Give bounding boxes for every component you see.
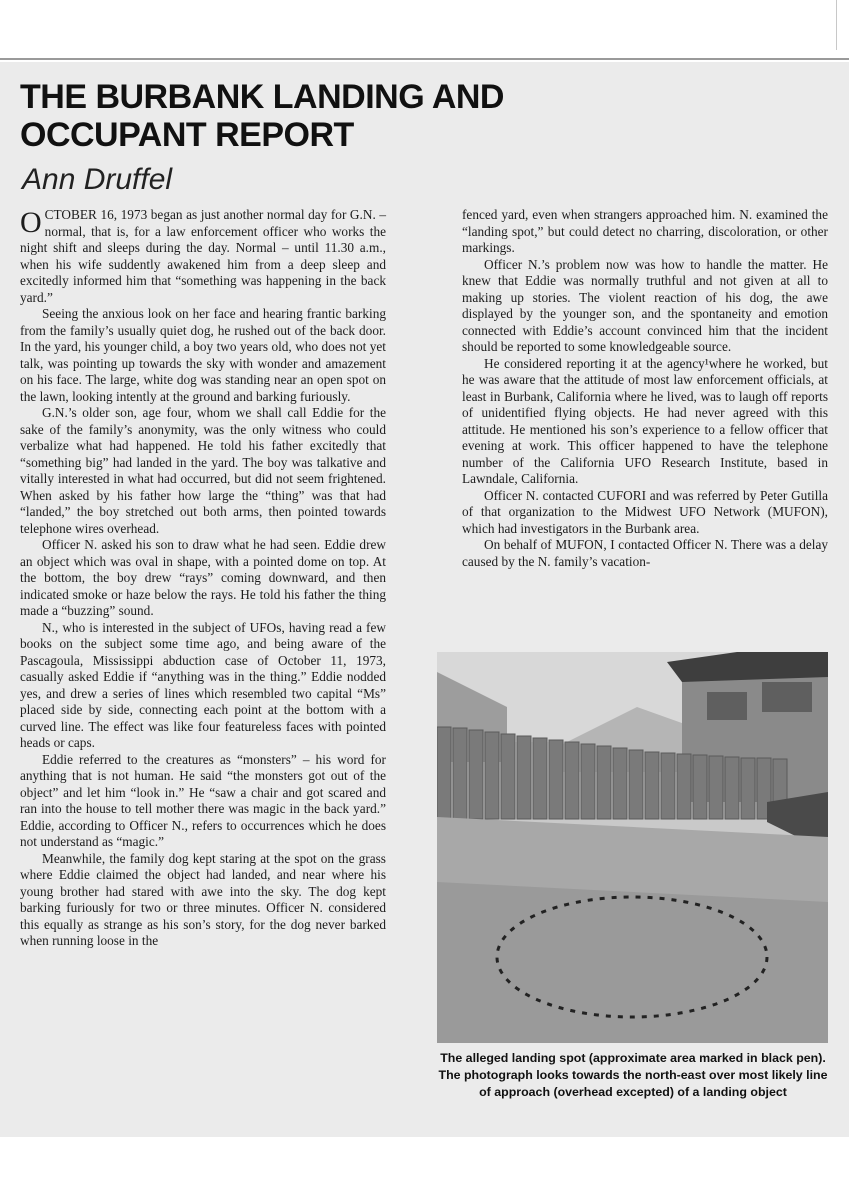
paragraph: Eddie referred to the creatures as “monsters” – his word for anything that is not human. He said “the monsters got out of the object” and let him “look in.” He “saw a chair and got scared and ran into the house to tell mother there was magic in the back yard.” Eddie, according to Officer N., refers to occurrences which he does not understand as “magic.”: [20, 751, 386, 849]
page-top-rule: [0, 58, 849, 60]
right-column: [462, 207, 828, 570]
paragraph-text: CTOBER 16, 1973 began as just another normal day for G.N. – normal, that is, for a law enforcement officer who works the night shift and sleeps during the day. Normal – until 11.30 a.m., when his wife suddently awakened him from a deep sleep and excitedly informed him that “something was happening in the back yard.”: [20, 207, 386, 305]
photo-caption: The alleged landing spot (approximate area marked in black pen). The photograph looks towards the north-east over most likely line of approach (overhead excepted) of a landing object: [438, 1051, 828, 1099]
paragraph: Officer N. contacted CUFORI and was referred by Peter Gutilla of that organization to the Midwest UFO Network (MUFON), which had investigators in the Burbank area.: [462, 487, 828, 536]
paragraph: [20, 207, 386, 306]
paragraph: Officer N.’s problem now was how to handle the matter. He knew that Eddie was normally truthful and not given at all to making up stories. The violent reaction of his dog, the awe displayed by the younger son, and the spontaneity and emotion connected with Eddie’s account convinced him that the incident should be reported to some knowledgeable source.: [462, 256, 828, 354]
paragraph: Meanwhile, the family dog kept staring at the spot on the grass where Eddie claimed the object had landed, and near where his young brother had stared with awe into the sky. The dog kept barking furiously for two or three minutes. Officer N. considered this equally as strange as his son’s story, for the dog never barked when running loose in the: [20, 850, 386, 948]
paragraph: He considered reporting it at the agency¹where he worked, but he was aware that the attitude of most law enforcement officials, at least in Burbank, California where he lived, was to laugh off reports of unidentified flying objects. He had never agreed with this attitude. He mentioned his son’s experience to a fellow officer that evening at work. This officer happened to have the telephone number of the California UFO Research Institute, based in Lawndale, California.: [462, 355, 828, 486]
paragraph: Officer N. asked his son to draw what he had seen. Eddie drew an object which was oval in shape, with a pointed dome on top. At the bottom, the boy drew “rays” coming downward, and then indicated smoke or haze below the rays. He told his father the thing made a “buzzing” sound.: [20, 537, 386, 618]
paragraph: G.N.’s older son, age four, whom we shall call Eddie for the sake of the family’s anonymity, was the only witness who could verbalize what had happened. He told his father excitedly that “something big” had landed in the yard. The boy was talkative and vitally interested in what had occurred, but did not seem frightened. When asked by his father how large the “thing” was that had “landed,” the boy stretched out both arms, then pointed towards telephone wires overhead.: [20, 405, 386, 536]
left-column: [20, 207, 386, 950]
paragraph: Seeing the anxious look on her face and hearing frantic barking from the family’s usually quiet dog, he rushed out of the back door. In the yard, his younger child, a boy two years old, who does not yet talk, was pointing up towards the sky with wonder and amazement on his face. The large, white dog was standing near an open spot on the lawn, looking intently at the ground and barking furiously.: [20, 306, 386, 404]
paragraph: N., who is interested in the subject of UFOs, having read a few books on the subject some time ago, and being aware of the Pascagoula, Mississippi abduction case of October 11, 1973, casually asked Eddie if “anything was in the thing.” Eddie nodded yes, and drew a series of lines which resembled two capital “Ms” placed side by side, connecting each point at the bottom with a curved line. The effect was like four featureless faces with pointed heads or caps.: [20, 619, 386, 750]
page-edge-line: [836, 0, 837, 50]
paragraph: On behalf of MUFON, I contacted Officer N. There was a delay caused by the N. family’s vacation-: [462, 537, 828, 569]
landing-spot-photo: [437, 652, 828, 1043]
paragraph: fenced yard, even when strangers approached him. N. examined the “landing spot,” but could detect no charring, discoloration, or other markings.: [462, 207, 828, 255]
drop-cap: O: [20, 206, 42, 239]
article-title: THE BURBANK LANDING AND OCCUPANT REPORT: [20, 78, 504, 154]
article-author: Ann Druffel: [22, 163, 173, 196]
